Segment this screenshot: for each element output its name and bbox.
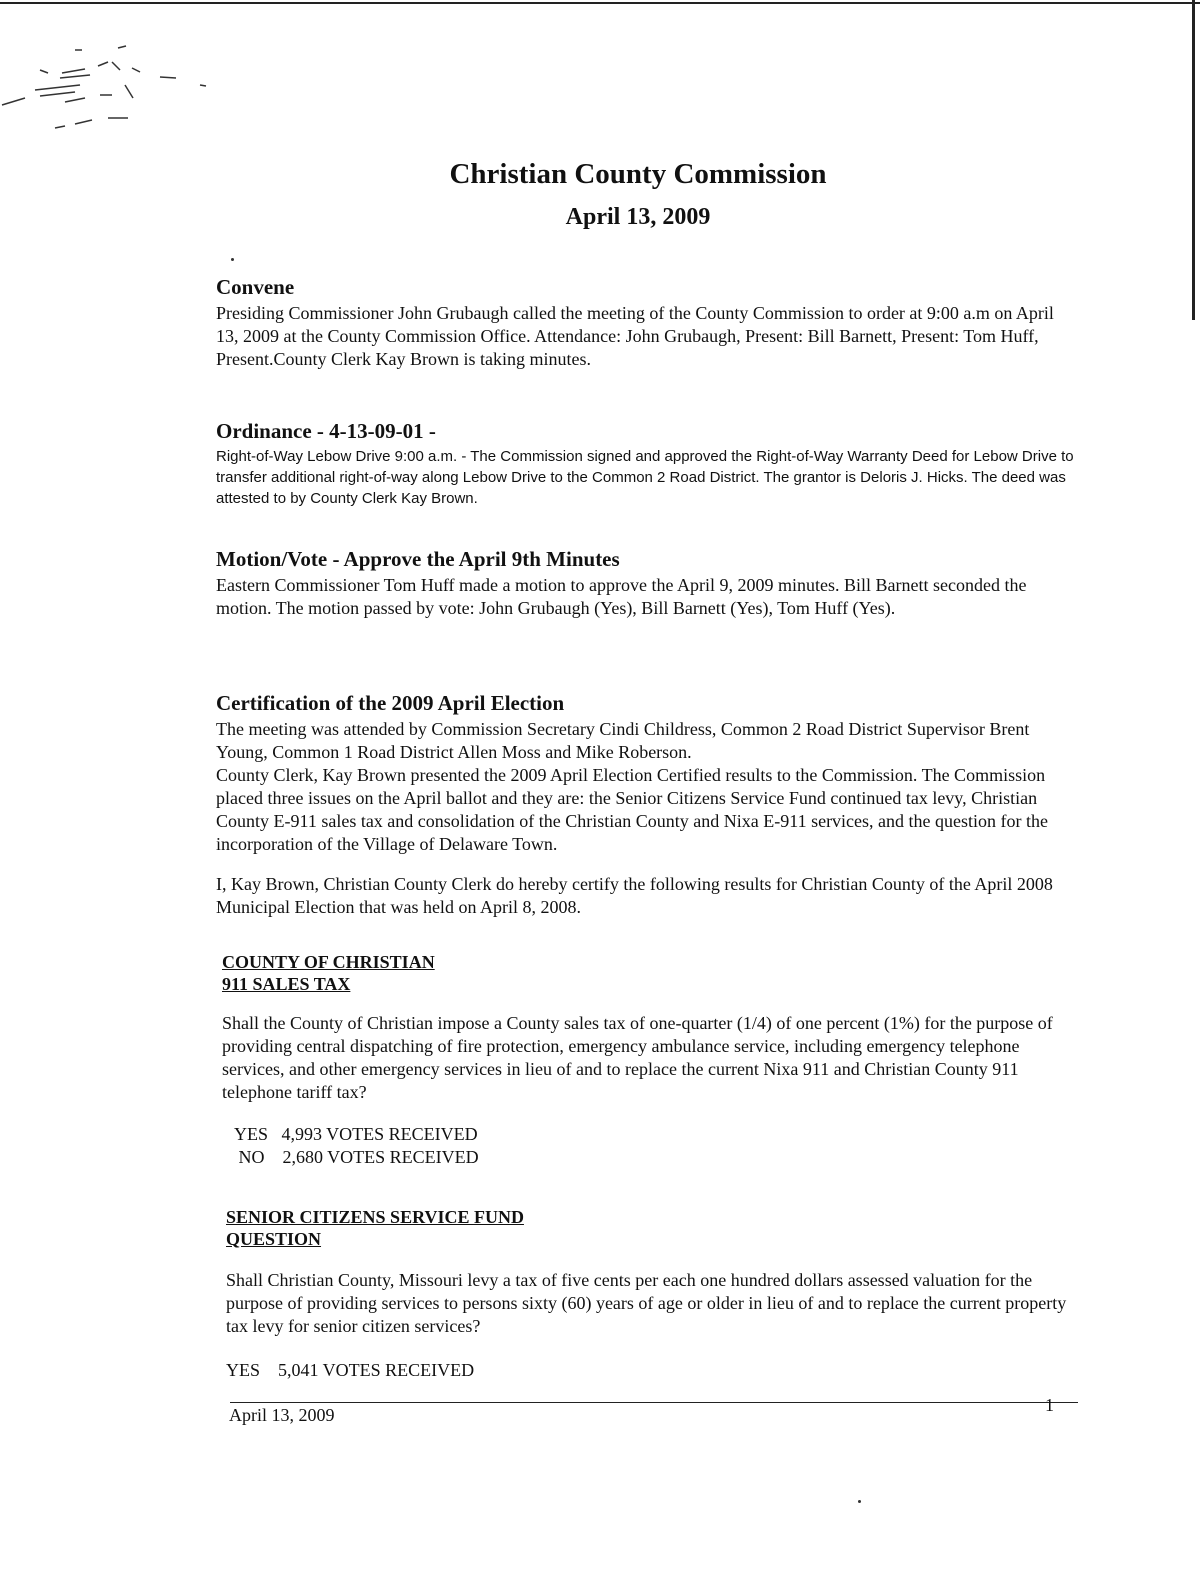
footer-date: April 13, 2009 [229,1405,335,1425]
senior-fund-label-2: QUESTION [226,1229,322,1249]
speck [858,1500,861,1503]
ordinance-text: Right-of-Way Lebow Drive 9:00 a.m. - The Commission signed and approved the Right-of-Way Warranty Deed for Lebow Drive to transfer additional right-of-way along Lebow Drive to the Common 2 Road District. The grantor is Deloris J. Hicks. The deed was attested to by County Clerk Kay Brown. [216,448,1074,507]
page-number: 1 [1045,1395,1054,1415]
certification-heading: Certification of the 2009 April Election [216,691,565,715]
section-certification [216,690,1076,919]
certification-statement: I, Kay Brown, Christian County Clerk do hereby certify the following results for Christian County of the April 2008 Municipal Election that was held on April 8, 2008. [216,874,1053,917]
senior-fund-yes: YES 5,041 VOTES RECEIVED [226,1360,475,1380]
section-sales-tax [222,951,1082,1169]
senior-fund-results [226,1359,1086,1382]
sales-tax-label-1: COUNTY OF CHRISTIAN [222,952,435,972]
section-senior-fund [226,1206,1086,1382]
certification-attendees: The meeting was attended by Commission Secretary Cindi Childress, Common 2 Road District Supervisor Brent Young, Common 1 Road District Allen Moss and Mike Roberson. [216,719,1030,762]
sales-tax-no: NO 2,680 VOTES RECEIVED [234,1147,479,1167]
motion-text: Eastern Commissioner Tom Huff made a motion to approve the April 9, 2009 minutes. Bill Barnett seconded the motion. The motion passed by vote: John Grubaugh (Yes), Bill Barnett (Yes), Tom Huff (Yes). [216,575,1027,618]
sales-tax-question: Shall the County of Christian impose a County sales tax of one-quarter (1/4) of one percent (1%) for the purpose of providing central dispatching of fire protection, emergency ambulance service, including emergency telephone services, and other emergency services in lieu of and to replace the current Nixa 911 and Christian County 911 telephone tariff tax? [222,1013,1053,1102]
document-date: April 13, 2009 [565,204,711,230]
motion-heading: Motion/Vote - Approve the April 9th Minutes [216,547,620,571]
document-title: Christian County Commission [449,158,827,190]
scan-edge-top [0,2,1200,4]
sales-tax-results [234,1123,1082,1169]
convene-heading: Convene [216,275,295,299]
certification-summary: County Clerk, Kay Brown presented the 2009 April Election Certified results to the Commission. The Commission placed three issues on the April ballot and they are: the Senior Citizens Service Fund continued tax levy, Christian County E-911 sales tax and consolidation of the Christian County and Nixa E-911 services, and the question for the incorporation of the Village of Delaware Town. [216,765,1048,854]
speck [231,258,234,261]
scan-artifact-marks [0,40,230,140]
section-motion [216,546,1076,620]
footer-rule [230,1402,1078,1403]
sales-tax-yes: YES 4,993 VOTES RECEIVED [234,1124,478,1144]
ordinance-heading: Ordinance - 4-13-09-01 - [216,419,436,443]
senior-fund-label-1: SENIOR CITIZENS SERVICE FUND [226,1207,524,1227]
section-convene [216,274,1076,371]
senior-fund-question: Shall Christian County, Missouri levy a tax of five cents per each one hundred dollars assessed valuation for the purpose of providing services to persons sixty (60) years of age or older in lieu of and to replace the current property tax levy for senior citizen services? [226,1270,1067,1336]
sales-tax-label-2: 911 SALES TAX [222,974,351,994]
convene-text: Presiding Commissioner John Grubaugh called the meeting of the County Commission to order at 9:00 a.m on April 13, 2009 at the County Commission Office. Attendance: John Grubaugh, Present: Bill Barnett, Present: Tom Huff, Present.County Clerk Kay Brown is taking minutes. [216,303,1054,369]
section-ordinance [216,418,1076,509]
